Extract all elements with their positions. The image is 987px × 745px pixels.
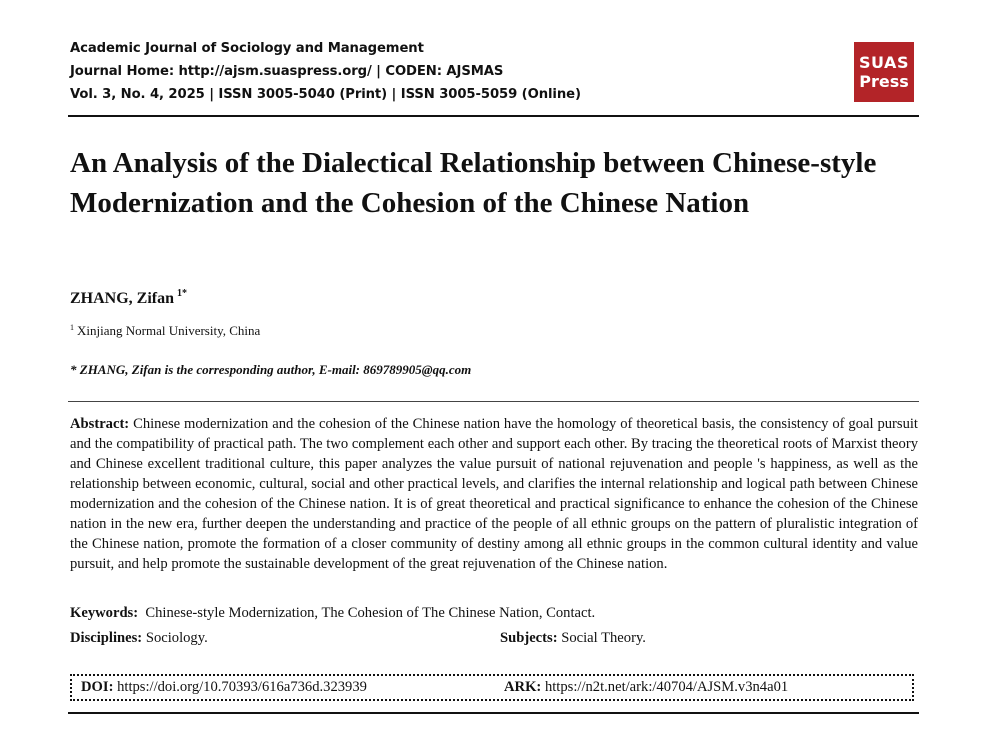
footer-divider — [68, 712, 919, 714]
abstract-label: Abstract: — [70, 416, 130, 432]
disciplines-label: Disciplines: — [70, 630, 143, 646]
subjects-value: Social Theory. — [561, 630, 646, 646]
volume-issn-line: Vol. 3, No. 4, 2025 | ISSN 3005-5040 (Print) | ISSN 3005-5059 (Online) — [70, 87, 581, 102]
subjects-label: Subjects: — [500, 630, 558, 646]
doi-link[interactable]: https://doi.org/10.70393/616a736d.323939 — [117, 679, 367, 695]
logo-text-suas: SUAS — [859, 53, 909, 72]
keywords-label: Keywords: — [70, 605, 139, 621]
header-divider — [68, 115, 919, 117]
ark-line — [504, 679, 788, 696]
keywords-line — [70, 605, 595, 622]
affiliation-superscript: 1 — [70, 323, 74, 332]
ark-link[interactable]: https://n2t.net/ark:/40704/AJSM.v3n4a01 — [544, 679, 789, 695]
corresponding-author-note: * ZHANG, Zifan is the corresponding author, E-mail: 869789905@qq.com — [70, 362, 472, 377]
keywords-value: Chinese-style Modernization, The Cohesion of The Chinese Nation, Contact. — [145, 605, 596, 621]
abstract-divider — [68, 401, 919, 402]
author-name: ZHANG, Zifan — [70, 290, 175, 307]
affiliation-line — [70, 323, 260, 339]
subjects-line — [500, 630, 646, 647]
journal-header — [70, 37, 581, 106]
abstract-text: Chinese modernization and the cohesion of the Chinese nation have the homology of theoretical basis, the consistency of goal pursuit and the compatibility of practical path. The two complement each other and support each other. By tracing the theoretical roots of Marxist theory and Chinese excellent traditional culture, this paper analyzes the value pursuit of national rejuvenation and people 's happiness, as well as the relationship between economic, cultural, social and other practical levels, and clarifies the internal relationship and logical path between Chinese modernization and the cohesion of the Chinese nation. It is of great theoretical and practical significance to enhance the cohesion of the Chinese nation in the new era, further deepen the understanding and practice of the people of all ethnic groups on the pattern of pluralistic integration of the Chinese nation, promote the formation of a closer community of destiny among all ethnic groups in the common cultural identity and value pursuit, and help promote the sustainable development of the great rejuvenation of the Chinese nation. — [70, 416, 918, 572]
identifier-box — [70, 674, 914, 701]
author-line — [70, 288, 187, 308]
ark-label: ARK: — [504, 679, 542, 695]
author-superscript: 1* — [177, 288, 188, 299]
doi-label: DOI: — [81, 679, 114, 695]
paper-title: An Analysis of the Dialectical Relationship between Chinese-style Modernization and the Cohesion of the Chinese Nation — [70, 147, 877, 219]
logo-text-press: Press — [859, 72, 909, 91]
doi-line — [81, 679, 367, 696]
suas-press-logo — [854, 42, 914, 102]
journal-name: Academic Journal of Sociology and Management — [70, 41, 424, 56]
affiliation-text: Xinjiang Normal University, China — [77, 323, 261, 338]
disciplines-line — [70, 630, 208, 647]
disciplines-value: Sociology. — [145, 630, 208, 646]
abstract-block — [70, 414, 918, 574]
journal-home-line[interactable]: Journal Home: http://ajsm.suaspress.org/ | CODEN: AJSMAS — [70, 64, 504, 79]
